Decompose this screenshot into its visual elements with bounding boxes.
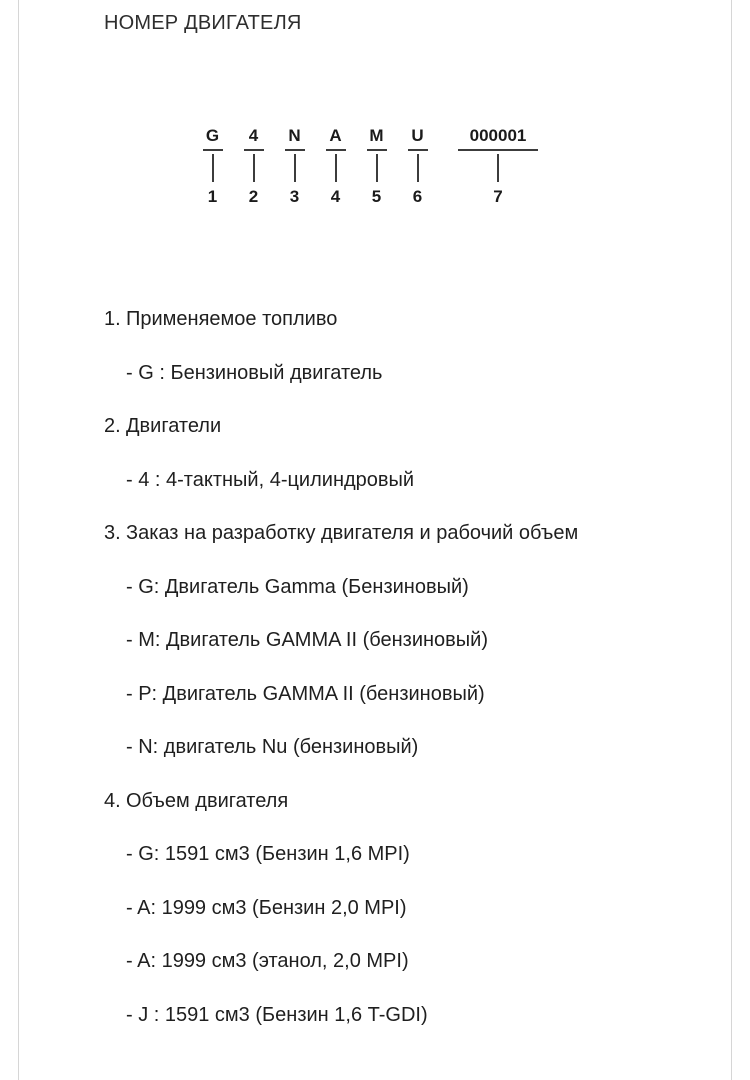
document-page (18, 0, 732, 1080)
pointer-line (497, 154, 499, 182)
section-item: - A: 1999 см3 (этанол, 2,0 MPI) (126, 950, 409, 972)
section-title-line (104, 775, 689, 829)
position-number: 4 (330, 187, 341, 206)
code-position-serial (458, 126, 538, 207)
pointer-line (253, 154, 255, 182)
code-position (274, 126, 315, 207)
underline (408, 149, 428, 151)
code-char: 4 (248, 126, 259, 145)
code-char: M (369, 126, 384, 145)
position-number: 5 (371, 187, 382, 206)
pointer-line (335, 154, 337, 182)
section-title: Применяемое топливо (126, 308, 338, 330)
code-char: N (288, 126, 301, 145)
position-number: 2 (248, 187, 259, 206)
section-title: Объем двигателя (126, 789, 289, 812)
underline (458, 149, 538, 151)
section-title-line (104, 507, 689, 561)
section-item: - G: 1591 см3 (Бензин 1,6 MPI) (126, 843, 410, 865)
engine-number-diagram (192, 126, 731, 207)
section-item: - G: Двигатель Gamma (Бензиновый) (126, 575, 469, 598)
code-position (315, 126, 356, 207)
page-title: НОМЕР ДВИГАТЕЛЯ (104, 12, 302, 34)
code-char: G (205, 126, 220, 145)
section-number: 4. (104, 789, 121, 812)
section-item: - 4 : 4-тактный, 4-цилиндровый (126, 468, 415, 491)
pointer-line (212, 154, 214, 182)
underline (367, 149, 387, 151)
section-number: 1. (104, 308, 121, 330)
position-number: 6 (412, 187, 423, 206)
underline (285, 149, 305, 151)
position-number: 1 (207, 187, 218, 206)
section-title-line (104, 400, 689, 454)
code-position (192, 126, 233, 207)
section-number: 2. (104, 415, 121, 437)
code-char: U (411, 126, 424, 145)
pointer-line (376, 154, 378, 182)
code-position (233, 126, 274, 207)
underline (326, 149, 346, 151)
section-item: - G : Бензиновый двигатель (126, 361, 383, 384)
section-item: - N: двигатель Nu (бензиновый) (126, 736, 419, 758)
section-title-line (104, 293, 689, 347)
section-title: Двигатели (126, 415, 222, 437)
underline (244, 149, 264, 151)
pointer-line (417, 154, 419, 182)
section-item: - J : 1591 см3 (Бензин 1,6 T-GDI) (126, 1003, 428, 1026)
section-item: - M: Двигатель GAMMA II (бензиновый) (126, 629, 488, 651)
code-position (356, 126, 397, 207)
pointer-line (294, 154, 296, 182)
section-item: - P: Двигатель GAMMA II (бензиновый) (126, 682, 485, 705)
position-number: 3 (289, 187, 300, 206)
section-item: - A: 1999 см3 (Бензин 2,0 MPI) (126, 896, 407, 919)
code-char: A (329, 126, 342, 145)
section-number: 3. (104, 522, 121, 544)
section-title: Заказ на разработку двигателя и рабочий объем (126, 522, 579, 544)
code-char: 000001 (469, 126, 527, 145)
position-number: 7 (493, 187, 503, 206)
legend-list (104, 293, 689, 1042)
underline (203, 149, 223, 151)
code-position (397, 126, 438, 207)
